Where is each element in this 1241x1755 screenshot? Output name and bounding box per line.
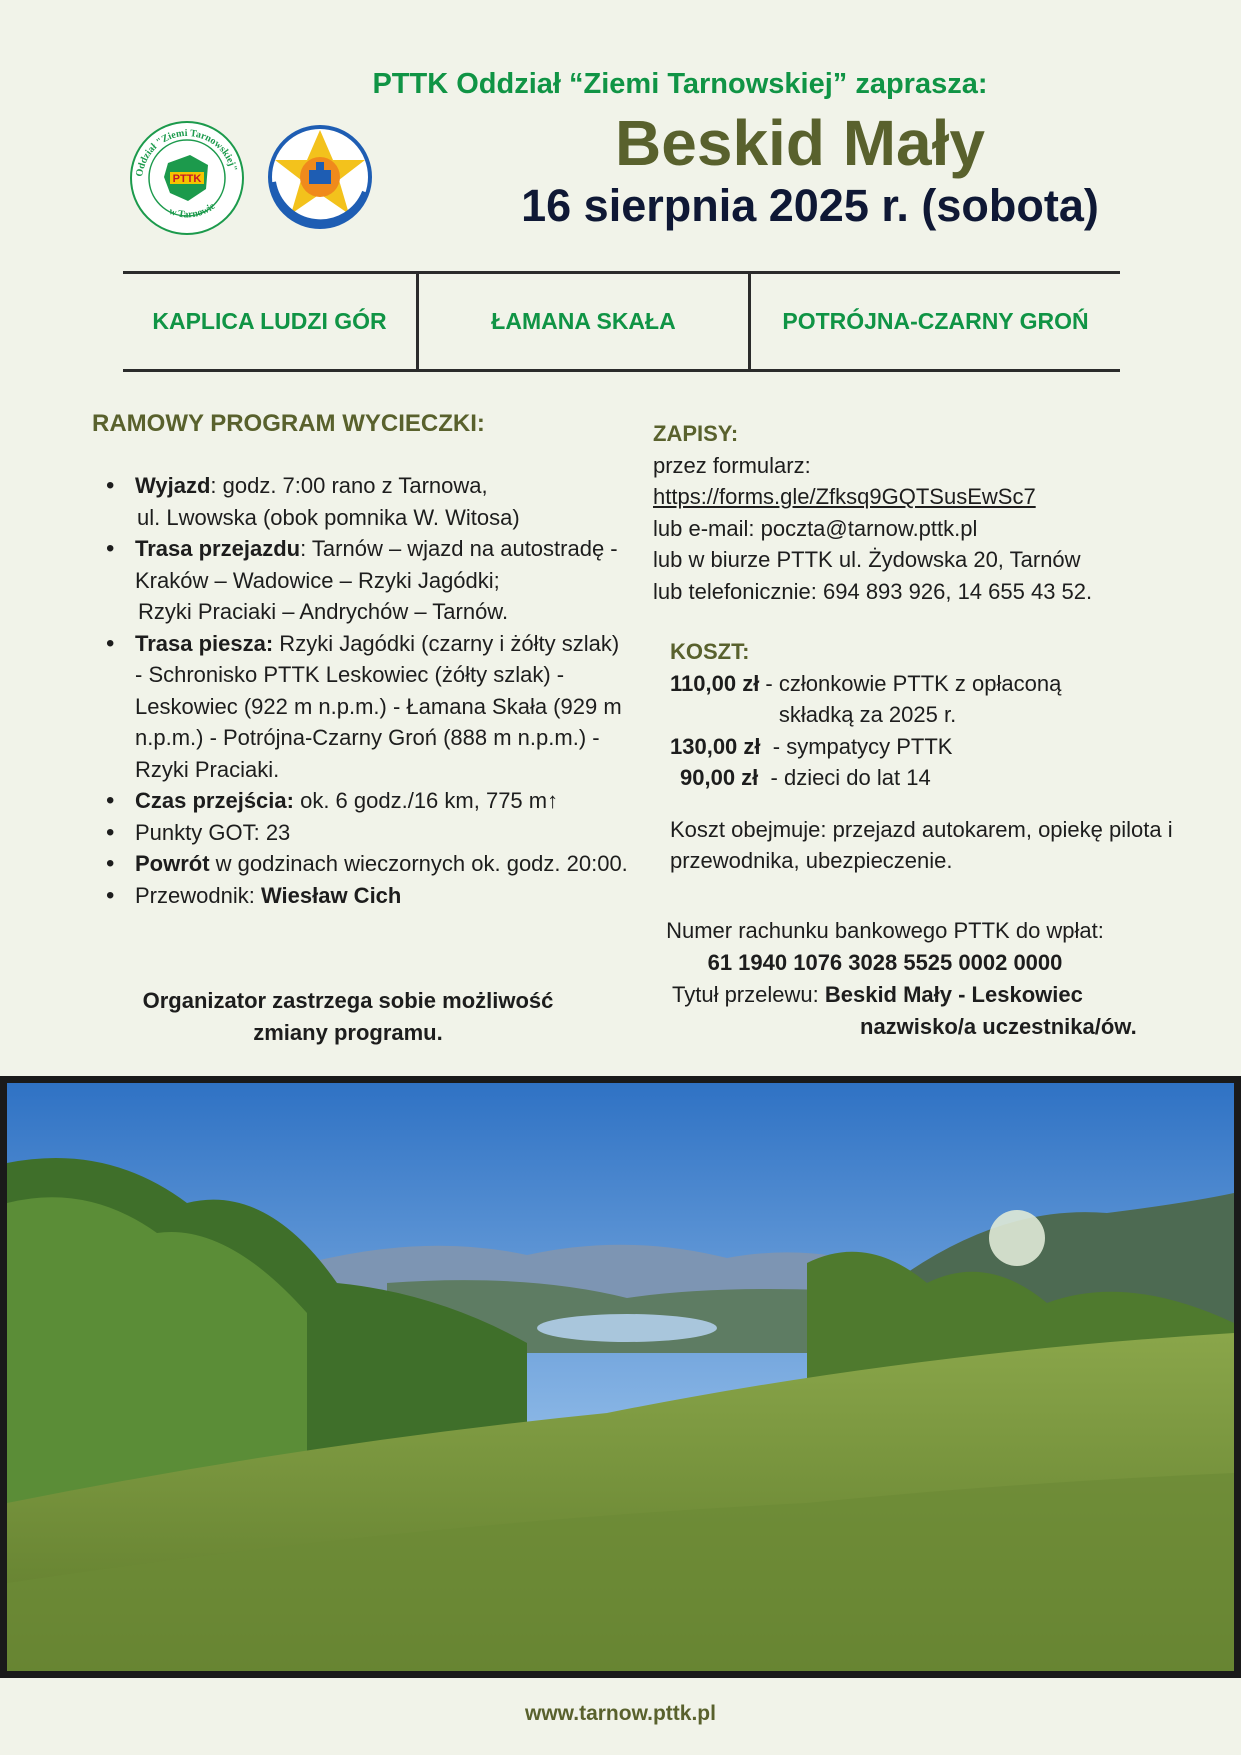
svg-text:PTTK: PTTK xyxy=(172,173,202,185)
list-item xyxy=(92,533,632,596)
transfer-title xyxy=(650,979,1150,1043)
list-item xyxy=(92,848,632,880)
cost-separator: - xyxy=(758,765,784,790)
signup-office: lub w biurze PTTK ul. Żydowska 20, Tarnów xyxy=(653,547,1081,572)
list-item xyxy=(92,817,632,849)
cost-description: dzieci do lat 14 xyxy=(783,765,931,790)
signup-section xyxy=(653,418,1213,607)
cost-section xyxy=(670,636,1230,877)
cost-row xyxy=(670,668,1230,731)
item-label: Czas przejścia: xyxy=(135,788,294,813)
program-disclaimer: Organizator zastrzega sobie możliwość zmiany programu. xyxy=(142,988,554,1045)
list-item-continued: ul. Lwowska (obok pomnika W. Witosa) xyxy=(137,504,520,530)
event-date: 16 sierpnia 2025 r. (sobota) xyxy=(521,180,1099,231)
transfer-label: Tytuł przelewu: xyxy=(672,982,825,1007)
cost-amount: 90,00 zł xyxy=(680,765,759,790)
bank-section xyxy=(650,915,1150,1043)
invite-heading: PTTK Oddział “Ziemi Tarnowskiej” zaprasza: xyxy=(372,68,988,100)
transfer-value: Beskid Mały - Leskowiec xyxy=(824,982,1083,1007)
cost-description-line: członkowie PTTK z opłaconą xyxy=(778,670,1062,696)
transfer-value-line2: nazwisko/a uczestnika/ów. xyxy=(860,1014,1137,1039)
cost-amount: 130,00 zł xyxy=(670,733,761,759)
signup-heading: ZAPISY: xyxy=(653,421,739,446)
item-text: w godzinach wieczornych ok. godz. 20:00. xyxy=(209,851,628,876)
item-text: Punkty GOT: 23 xyxy=(135,819,291,845)
program-list xyxy=(92,470,632,911)
item-text: ok. 6 godz./16 km, 775 m↑ xyxy=(293,788,559,813)
list-item xyxy=(92,628,632,786)
cost-description xyxy=(779,668,1061,731)
landscape-photo xyxy=(0,1076,1241,1678)
item-label: Trasa przejazdu xyxy=(135,536,301,561)
item-text: : godz. 7:00 rano z Tarnowa, xyxy=(210,473,488,498)
cost-row xyxy=(670,731,1230,763)
list-item xyxy=(92,785,632,817)
cost-separator: - xyxy=(760,733,787,759)
item-label: Trasa piesza: xyxy=(135,630,274,656)
footer-website: www.tarnow.pttk.pl xyxy=(525,1702,716,1725)
cost-description-line: składką za 2025 r. xyxy=(778,702,957,727)
signup-email: lub e-mail: poczta@tarnow.pttk.pl xyxy=(653,515,978,541)
list-item-continued: Rzyki Praciaki – Andrychów – Tarnów. xyxy=(138,599,509,624)
cost-row xyxy=(670,762,1230,794)
item-label: Powrót xyxy=(135,851,210,876)
signup-phone: lub telefonicznie: 694 893 926, 14 655 43 52. xyxy=(653,578,1093,604)
cost-note: Koszt obejmuje: przejazd autokarem, opiekę pilota i przewodnika, ubezpieczenie. xyxy=(670,816,1173,873)
guide-name: Wiesław Cich xyxy=(260,882,402,908)
list-item xyxy=(92,880,632,912)
bank-account-number: 61 1940 1076 3028 5525 0002 0000 xyxy=(707,950,1063,975)
svg-text:Oddział "Ziemi Tarnowskiej": Oddział "Ziemi Tarnowskiej" xyxy=(134,127,239,178)
page-title: Beskid Mały xyxy=(615,107,985,179)
route-highlight-potrojna: POTRÓJNA-CZARNY GROŃ xyxy=(782,308,1089,334)
signup-form-link[interactable]: https://forms.gle/Zfksq9GQTSusEwSc7 xyxy=(653,484,1036,509)
cost-description: sympatycy PTTK xyxy=(786,733,953,759)
list-item xyxy=(92,470,632,502)
item-text: Przewodnik: xyxy=(135,882,261,908)
svg-text:w Tarnowie: w Tarnowie xyxy=(167,200,218,221)
route-highlight-lamana-skala: ŁAMANA SKAŁA xyxy=(419,274,751,369)
pttk-oddzial-badge-icon xyxy=(128,119,246,237)
cost-heading: KOSZT: xyxy=(670,639,750,664)
cost-amount: 110,00 zł xyxy=(670,670,760,696)
program-section xyxy=(92,410,632,911)
signup-form-label: przez formularz: xyxy=(653,452,811,478)
route-highlight-chapel: KAPLICA LUDZI GÓR xyxy=(123,274,419,369)
cost-separator: - xyxy=(759,670,779,696)
route-highlights xyxy=(123,271,1120,372)
program-heading: RAMOWY PROGRAM WYCIECZKI: xyxy=(92,410,485,437)
item-text: Rzyki Jagódki (czarny i żółty szlak) - Schronisko PTTK Leskowiec (żółty szlak) - Leskowiec (922 m n.p.m.) - Łamana Skała (929 m n.p.m.) - Potrójna-Czarny Groń (888 m n.p.m.) - Rzyki Praciaki. xyxy=(135,630,622,782)
item-text: : Tarnów – wjazd na autostradę - Kraków – Wadowice – Rzyki Jagódki; xyxy=(135,536,618,593)
item-label: Wyjazd xyxy=(135,473,211,498)
leliwa-star-badge-icon xyxy=(265,122,375,232)
bank-label: Numer rachunku bankowego PTTK do wpłat: xyxy=(666,918,1104,943)
